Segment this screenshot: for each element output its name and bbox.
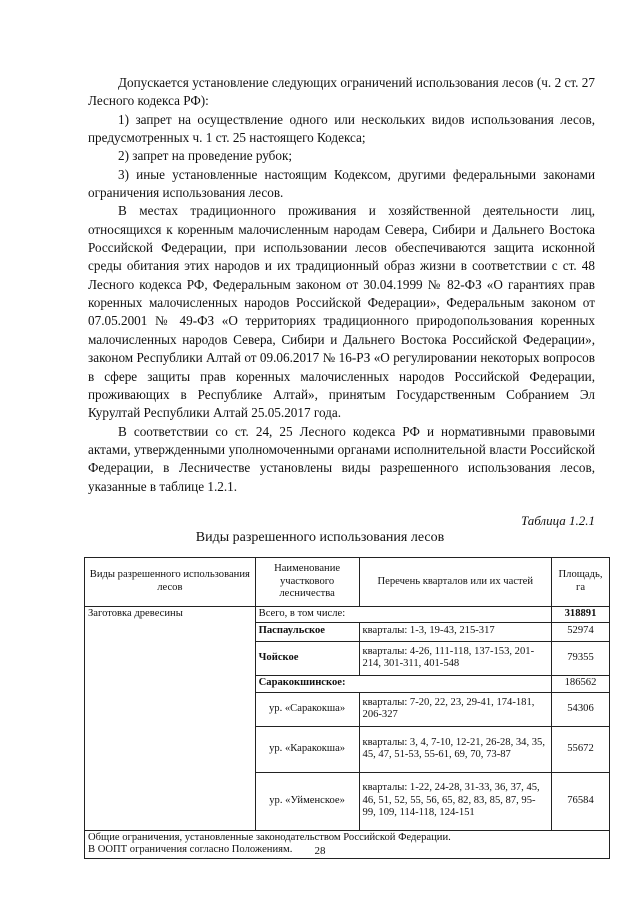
table-title: Виды разрешенного использования лесов [195,530,445,545]
header-district: Наименование участкового лесничества [255,558,359,607]
paragraph: 3) иные установленные настоящим Кодексом, другими федеральными законами ограничения использования лесов. [88,166,595,201]
district-name: Чойское [255,641,359,675]
area-cell: 55672 [552,726,610,772]
district-name: Саракокшинское: [255,675,551,692]
table-caption: Таблица 1.2.1 [520,513,595,528]
table-row-total [85,607,610,623]
tract-name: ур. «Саракокша» [255,692,359,726]
quarters-cell: кварталы: 1-3, 19-43, 215-317 [359,622,551,641]
quarters-cell: кварталы: 1-22, 24-28, 31-33, 36, 37, 45, 46, 51, 52, 55, 56, 65, 82, 83, 85, 87, 95-99, 109, 114-118, 124-151 [359,772,551,830]
paragraph: В местах традиционного проживания и хозяйственной деятельности лиц, относящихся к коренным малочисленным народам Севера, Сибири и Дальнего Востока Российской Федерации, при использовании лесов обеспечиваются защита исконной среды обитания этих народов и их традиционный образ жизни в соответствии с ст. 48 Лесного кодекса РФ, Федеральным законом от 30.04.1999 № 82-ФЗ «О гарантиях прав коренных малочисленных народов Российской Федерации», Федеральным законом от 07.05.2001 № 49-ФЗ «О территориях традиционного природопользования коренных малочисленных народов Севера, Сибири и Дальнего Востока Российской Федерации», законом Республики Алтай от 09.06.2017 № 16-РЗ «О регулировании некоторых вопросов в сфере защиты прав коренных малочисленных народов Российской Федерации, проживающих в Республике Алтай», принятым Государственным Собранием Эл Курултай Республики Алтай 25.05.2017 года. [88,203,595,421]
quarters-cell: кварталы: 3, 4, 7-10, 12-21, 26-28, 34, 35, 45, 47, 51-53, 55-61, 69, 70, 73-87 [359,726,551,772]
tract-name: ур. «Каракокша» [255,726,359,772]
header-quarters: Перечень кварталов или их частей [359,558,551,607]
area-cell: 54306 [552,692,610,726]
area-cell: 79355 [552,641,610,675]
area-cell: 52974 [552,622,610,641]
paragraph: В соответствии со ст. 24, 25 Лесного кодекса РФ и нормативными правовыми актами, утвержденными уполномоченными органами исполнительной власти Российской Федерации, в Лесничестве установлены виды разрешенного использования лесов, указанные в таблице 1.2.1. [88,423,595,494]
footer-line: Общие ограничения, установленные законодательством Российской Федерации. [88,831,451,843]
forest-use-table [84,557,610,859]
total-area: 318891 [552,607,610,623]
header-kind: Виды разрешенного использования лесов [85,558,256,607]
page-number: 28 [314,845,326,857]
quarters-cell: кварталы: 4-26, 111-118, 137-153, 201-214, 301-311, 401-548 [359,641,551,675]
area-cell: 76584 [552,772,610,830]
table-header-row [85,558,610,607]
tract-name: ур. «Уйменское» [255,772,359,830]
footer-line: В ООПТ ограничения согласно Положениям. [88,844,293,856]
body-text [88,74,595,496]
area-cell: 186562 [552,675,610,692]
kind-cell: Заготовка древесины [85,607,256,831]
district-name: Паспаульское [255,622,359,641]
paragraph: 2) запрет на проведение рубок; [118,148,293,164]
header-area: Площадь, га [552,558,610,607]
paragraph: 1) запрет на осуществление одного или нескольких видов использования лесов, предусмотренных ч. 1 ст. 25 настоящего Кодекса; [88,111,595,146]
quarters-cell: кварталы: 7-20, 22, 23, 29-41, 174-181, 206-327 [359,692,551,726]
total-label: Всего, в том числе: [255,607,551,623]
paragraph: Допускается установление следующих ограничений использования лесов (ч. 2 ст. 27 Лесного кодекса РФ): [88,75,595,109]
